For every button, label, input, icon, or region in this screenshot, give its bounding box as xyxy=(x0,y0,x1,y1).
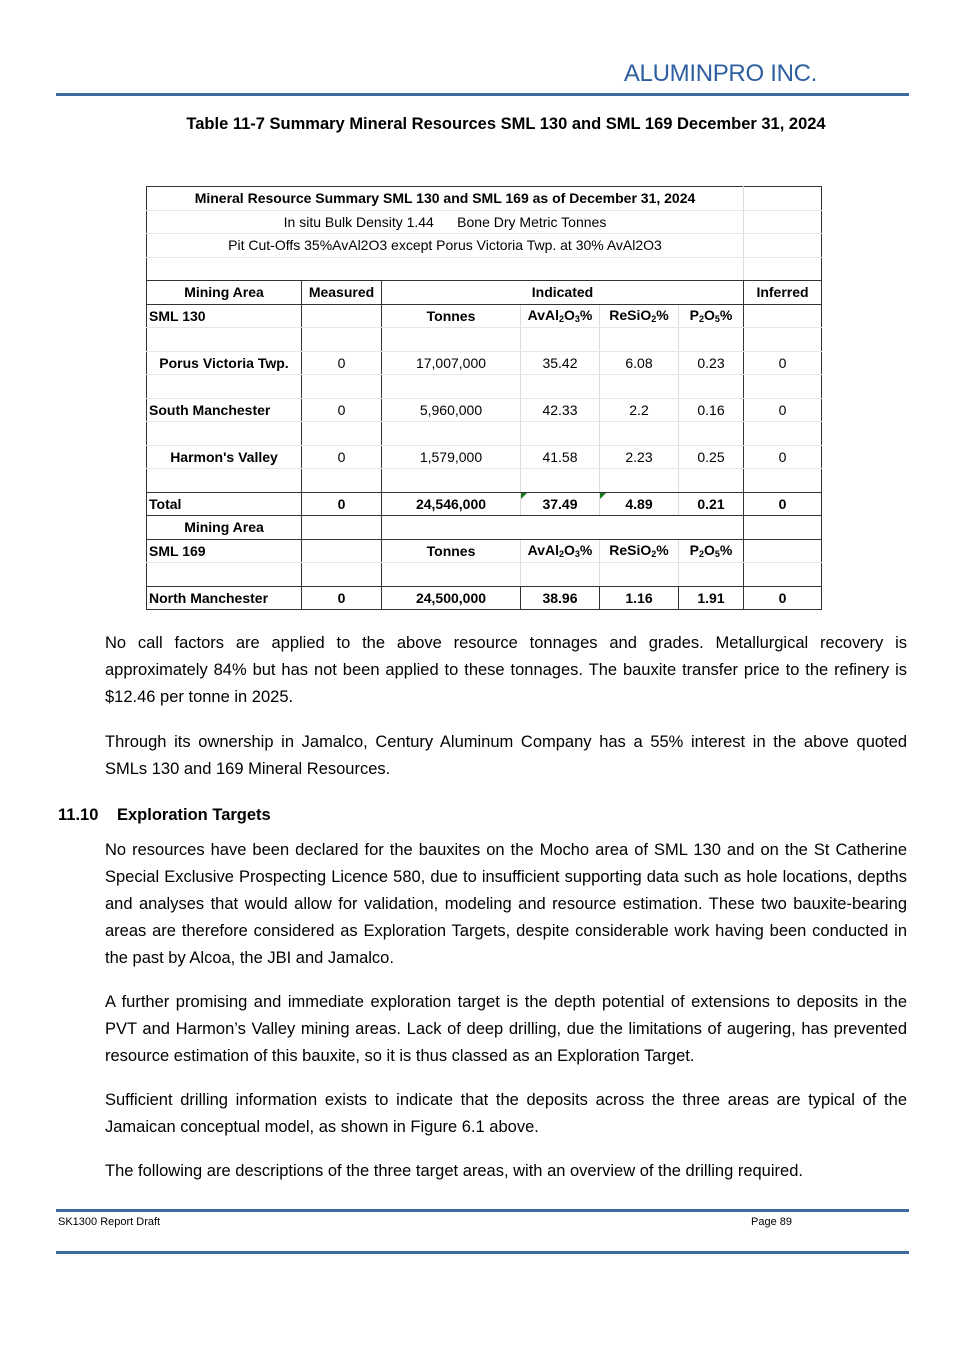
p2o5-header: $P_2O_5\%$ xyxy=(679,304,744,328)
paragraph-call-factors: No call factors are applied to the above resource tonnages and grades. Metallurgical recovery is approximately 84% but has not been applied to these tonnages. The bauxite transfer price to the refinery is $12.46 per tonne in 2025. xyxy=(105,634,907,706)
header-rule xyxy=(56,93,909,96)
sml130-label: SML 130 xyxy=(147,304,302,328)
sio2-header: ReSiO$_2$% xyxy=(600,304,679,328)
paragraph-ownership: Through its ownership in Jamalco, Century Aluminum Company has a 55% interest in the above quoted SMLs 130 and 169 Mineral Resources. xyxy=(105,733,907,778)
total-row: Total 0 24,546,000 37.49 4.89 0.21 0 xyxy=(147,492,822,516)
header-inferred: Inferred xyxy=(744,281,822,305)
footer-page-number: Page 89 xyxy=(751,1216,792,1228)
header-measured: Measured xyxy=(302,281,382,305)
mineral-resource-table: Mineral Resource Summary SML 130 and SML 169 as of December 31, 2024 In situ Bulk Density 1.44 Bone Dry Metric Tonnes Pit Cut-Offs 35%AvAl2O3 except Porus Victoria Twp. at 30% AvAl2O3 Mining Area Measured Indicated Inferred SML 130 Tonnes $AvAl_2O_3\%$ ReSiO$_2$% $P_2O_5\%$ Porus Victoria Twp. 0 17,007,000 35.42 6.08 0.23 0 South Manchester 0 5,960,000 42.33 2.2 0.16 0 Harmon's Valley 0 1,579,000 41.58 2.23 0.25 0 Total 0 24,546,000 37.49 4.89 0.21 0 Mining Area SML 169 Tonnes $AvAl_2O_3\%$ ReSiO$_2$% $P_2O_5\%$ North Manchester 0 24,500,000 38.96 1.16 1.91 0 xyxy=(146,186,822,610)
table-row: Harmon's Valley 0 1,579,000 41.58 2.23 0.25 0 xyxy=(147,445,822,469)
section-title: Exploration Targets xyxy=(117,806,271,824)
footer-rule-bottom xyxy=(56,1251,909,1254)
table-title: Mineral Resource Summary SML 130 and SML 169 as of December 31, 2024 xyxy=(147,187,744,211)
paragraph-depth-potential: A further promising and immediate exploration target is the depth potential of extensions to deposits in the PVT and Harmon’s Valley mining areas. Lack of deep drilling, due the limitations of augering, has prevented resource estimation of this bauxite, so it is thus classed as an Exploration Target. xyxy=(105,993,907,1065)
sml169-mining-area-header: Mining Area xyxy=(147,516,302,540)
sml169-label: SML 169 xyxy=(147,539,302,563)
table-caption: Table 11-7 Summary Mineral Resources SML 130 and SML 169 December 31, 2024 xyxy=(186,115,826,133)
section-number: 11.10 xyxy=(58,806,99,824)
header-indicated: Indicated xyxy=(382,281,744,305)
table-row: Porus Victoria Twp. 0 17,007,000 35.42 6.08 0.23 0 xyxy=(147,351,822,375)
cutoff-line: Pit Cut-Offs 35%AvAl2O3 except Porus Victoria Twp. at 30% AvAl2O3 xyxy=(147,234,744,258)
al2o3-header: $AvAl_2O_3\%$ xyxy=(521,304,600,328)
paragraph-drilling-info: Sufficient drilling information exists to indicate that the deposits across the three areas are typical of the Jamaican conceptual model, as shown in Figure 6.1 above. xyxy=(105,1091,907,1136)
tonnes-header: Tonnes xyxy=(382,304,521,328)
header-mining-area: Mining Area xyxy=(147,281,302,305)
company-name: ALUMINPRO INC. xyxy=(623,60,817,87)
footer-rule-top xyxy=(56,1209,909,1212)
density-line: In situ Bulk Density 1.44 Bone Dry Metric Tonnes xyxy=(147,210,744,234)
table-row: South Manchester 0 5,960,000 42.33 2.2 0.16 0 xyxy=(147,398,822,422)
table-row: North Manchester 0 24,500,000 38.96 1.16 1.91 0 xyxy=(147,586,822,610)
paragraph-no-resources: No resources have been declared for the bauxites on the Mocho area of SML 130 and on the St Catherine Special Exclusive Prospecting Licence 580, due to insufficient supporting data such as hole locations, depths and analyses that would allow for validation, modeling and resource estimation. These two bauxite-bearing areas are therefore considered as Exploration Targets, despite considerable work having been conducted in the past by Alcoa, the JBI and Jamalco. xyxy=(105,841,907,967)
section-heading xyxy=(58,806,271,825)
paragraph-target-areas: The following are descriptions of the three target areas, with an overview of the drilling required. xyxy=(105,1162,803,1180)
footer-doc-title: SK1300 Report Draft xyxy=(58,1216,161,1228)
